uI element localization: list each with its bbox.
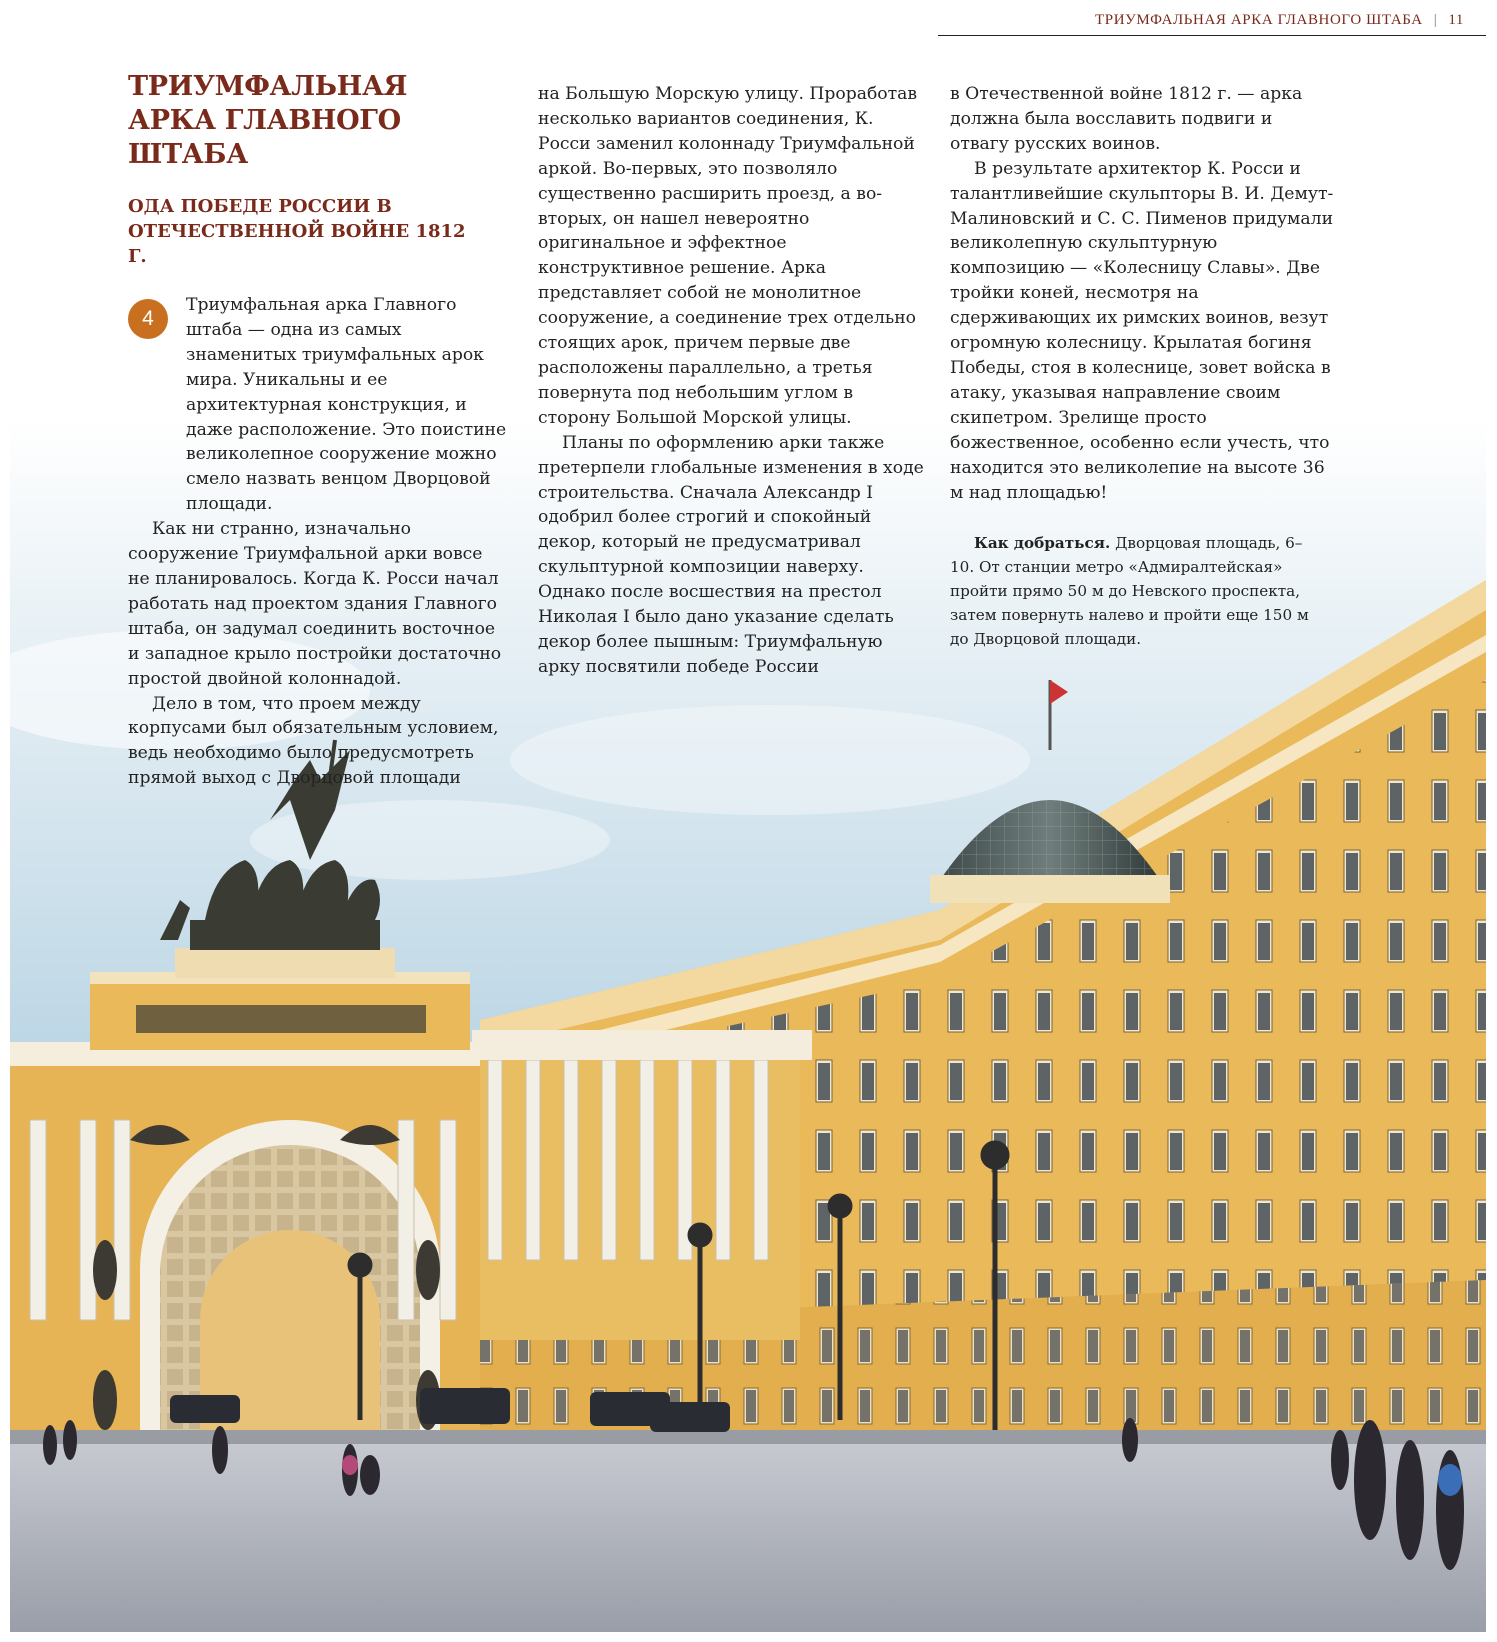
running-title: ТРИУМФАЛЬНАЯ АРКА ГЛАВНОГО ШТАБА <box>1095 12 1423 28</box>
paragraph-history: Как ни странно, изначально сооружение Триумфальной арки вовсе не планировалось. Когда К. Росси начал работать над проектом здания Главного штаба, он задумал соединить восточное и западное крыло постройки достаточно простой двойной колоннадой. <box>128 519 502 689</box>
how-to-get-there-text: Дворцовая площадь, 6–10. От станции метро «Адмиралтейская» пройти прямо 50 м до Невского проспекта, затем повернуть налево и пройти еще 150 м до Дворцовой площади. <box>950 534 1309 649</box>
site-number-badge: 4 <box>128 299 168 339</box>
paragraph-design: на Большую Морскую улицу. Проработав несколько вариантов соединения, К. Росси заменил колоннаду Триумфальной аркой. Во-первых, это позволяло существенно расширить проезд, а во-вторых, он нашел невероятно оригинальное и эффектное конструктивное решение. Арка представляет собой не монолитное сооружение, а соединение трех отдельно стоящих арок, причем первые две расположены параллельно, а третья повернута под небольшим углом в сторону Большой Морской улицы. <box>538 84 918 428</box>
running-header <box>938 6 1486 36</box>
text-column-3 <box>950 82 1336 651</box>
paragraph-chariot: В результате архитектор К. Росси и талантливейшие скульпторы В. И. Демут-Малиновский и С. С. Пименов придумали великолепную скульптурную композицию — «Колесницу Славы». Две тройки коней, несмотря на сдерживающих их римских воинов, везут огромную колесницу. Крылатая богиня Победы, стоя в колеснице, зовет войска в атаку, указывая направление своим скипетром. Зрелище просто божественное, особенно если учесть, что находится это великолепие на высоте 36 м над площадью! <box>950 158 1334 503</box>
paragraph-decor: Планы по оформлению арки также претерпели глобальные изменения в ходе строительства. Сначала Александр I одобрил более строгий и спокойный декор, который не предусматривал скульптурной композиции наверху. Однако после восшествия на престол Николая I было дано указание сделать декор более пышным: Триумфальную арку посвятили победе России <box>538 432 924 677</box>
header-separator: | <box>1433 12 1438 28</box>
first-paragraph <box>128 293 508 517</box>
paragraph-passage: Дело в том, что проем между корпусами был обязательным условием, ведь необходимо было предусмотреть прямой выход с Дворцовой площади <box>128 693 499 789</box>
paragraph-intro: Триумфальная арка Главного штаба — одна из самых знаменитых триумфальных арок мира. Уникальны и ее архитектурная конструкция, и даже расположение. Это поистине великолепное сооружение можно смело назвать венцом Дворцовой площади. <box>186 295 507 515</box>
how-to-get-there <box>950 531 1320 651</box>
page-number: 11 <box>1448 12 1464 28</box>
text-column-2 <box>538 82 924 680</box>
how-to-get-there-label: Как добраться. <box>974 534 1111 553</box>
text-column-1 <box>128 70 508 791</box>
article-title: ТРИУМФАЛЬНАЯ АРКА ГЛАВНОГО ШТАБА <box>128 71 408 170</box>
paragraph-victory: в Отечественной войне 1812 г. — арка должна была восславить подвиги и отвагу русских воинов. <box>950 84 1303 154</box>
article-subtitle: ОДА ПОБЕДЕ РОССИИ В ОТЕЧЕСТВЕННОЙ ВОЙНЕ 1812 Г. <box>128 196 466 267</box>
